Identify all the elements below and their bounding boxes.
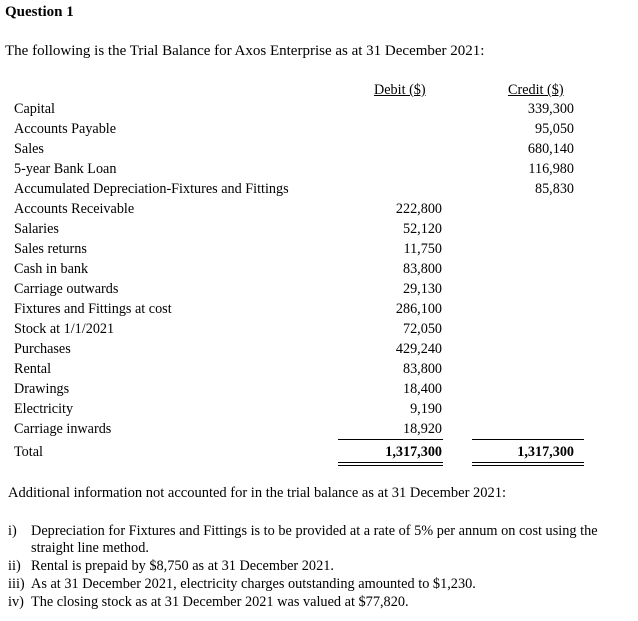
debit-cell: 83,800 xyxy=(402,361,442,377)
row-label: Cash in bank xyxy=(14,261,89,277)
note-text: Rental is prepaid by $8,750 as at 31 December 2021. xyxy=(31,558,334,574)
credit-total-rule-top xyxy=(472,439,584,440)
debit-total-rule-bottom-2 xyxy=(338,465,443,466)
note-number: iii) xyxy=(8,576,25,592)
debit-total: 1,317,300 xyxy=(385,444,442,460)
debit-cell: 429,240 xyxy=(395,341,442,357)
debit-column-header: Debit ($) xyxy=(374,82,426,98)
row-label: Accounts Receivable xyxy=(14,201,135,217)
row-label: Carriage inwards xyxy=(14,421,112,437)
debit-total-rule-bottom-1 xyxy=(338,462,443,463)
row-label: Capital xyxy=(14,101,55,117)
row-label: Carriage outwards xyxy=(14,281,119,297)
total-label: Total xyxy=(14,444,43,460)
row-label: Fixtures and Fittings at cost xyxy=(14,301,172,317)
credit-total: 1,317,300 xyxy=(517,444,574,460)
question-title: Question 1 xyxy=(5,4,74,20)
debit-cell: 18,920 xyxy=(402,421,442,437)
debit-cell: 286,100 xyxy=(395,301,442,317)
debit-cell: 52,120 xyxy=(402,221,442,237)
debit-cell: 9,190 xyxy=(410,401,442,417)
note-text: Depreciation for Fixtures and Fittings is to be provided at a rate of 5% per annum on cost using the straight line method. xyxy=(31,523,598,556)
row-label: Accumulated Depreciation-Fixtures and Fittings xyxy=(14,181,289,197)
note-number: iv) xyxy=(8,594,24,610)
credit-total-rule-bottom-2 xyxy=(472,465,584,466)
note-text: As at 31 December 2021, electricity charges outstanding amounted to $1,230. xyxy=(31,576,476,592)
row-label: Electricity xyxy=(14,401,74,417)
row-label: Accounts Payable xyxy=(14,121,117,137)
credit-cell: 95,050 xyxy=(534,121,574,137)
debit-total-rule-top xyxy=(338,439,443,440)
debit-cell: 72,050 xyxy=(402,321,442,337)
credit-cell: 85,830 xyxy=(534,181,574,197)
note-text: The closing stock as at 31 December 2021 was valued at $77,820. xyxy=(31,594,409,610)
additional-information-heading: Additional information not accounted for in the trial balance as at 31 December 2021: xyxy=(8,485,507,501)
debit-cell: 29,130 xyxy=(402,281,442,297)
row-label: Purchases xyxy=(14,341,71,357)
note-number: ii) xyxy=(8,558,21,574)
credit-column-header: Credit ($) xyxy=(508,82,564,98)
credit-total-rule-bottom-1 xyxy=(472,462,584,463)
credit-cell: 680,140 xyxy=(527,141,574,157)
debit-cell: 18,400 xyxy=(402,381,442,397)
debit-cell: 222,800 xyxy=(395,201,442,217)
debit-cell: 83,800 xyxy=(402,261,442,277)
row-label: 5-year Bank Loan xyxy=(14,161,117,177)
row-label: Rental xyxy=(14,361,52,377)
credit-cell: 339,300 xyxy=(527,101,574,117)
intro-text: The following is the Trial Balance for Axos Enterprise as at 31 December 2021: xyxy=(5,43,485,59)
row-label: Drawings xyxy=(14,381,70,397)
debit-cell: 11,750 xyxy=(403,241,442,257)
row-label: Sales returns xyxy=(14,241,87,257)
row-label: Stock at 1/1/2021 xyxy=(14,321,115,337)
credit-cell: 116,980 xyxy=(528,161,574,177)
row-label: Sales xyxy=(14,141,44,157)
note-number: i) xyxy=(8,523,17,539)
row-label: Salaries xyxy=(14,221,59,237)
